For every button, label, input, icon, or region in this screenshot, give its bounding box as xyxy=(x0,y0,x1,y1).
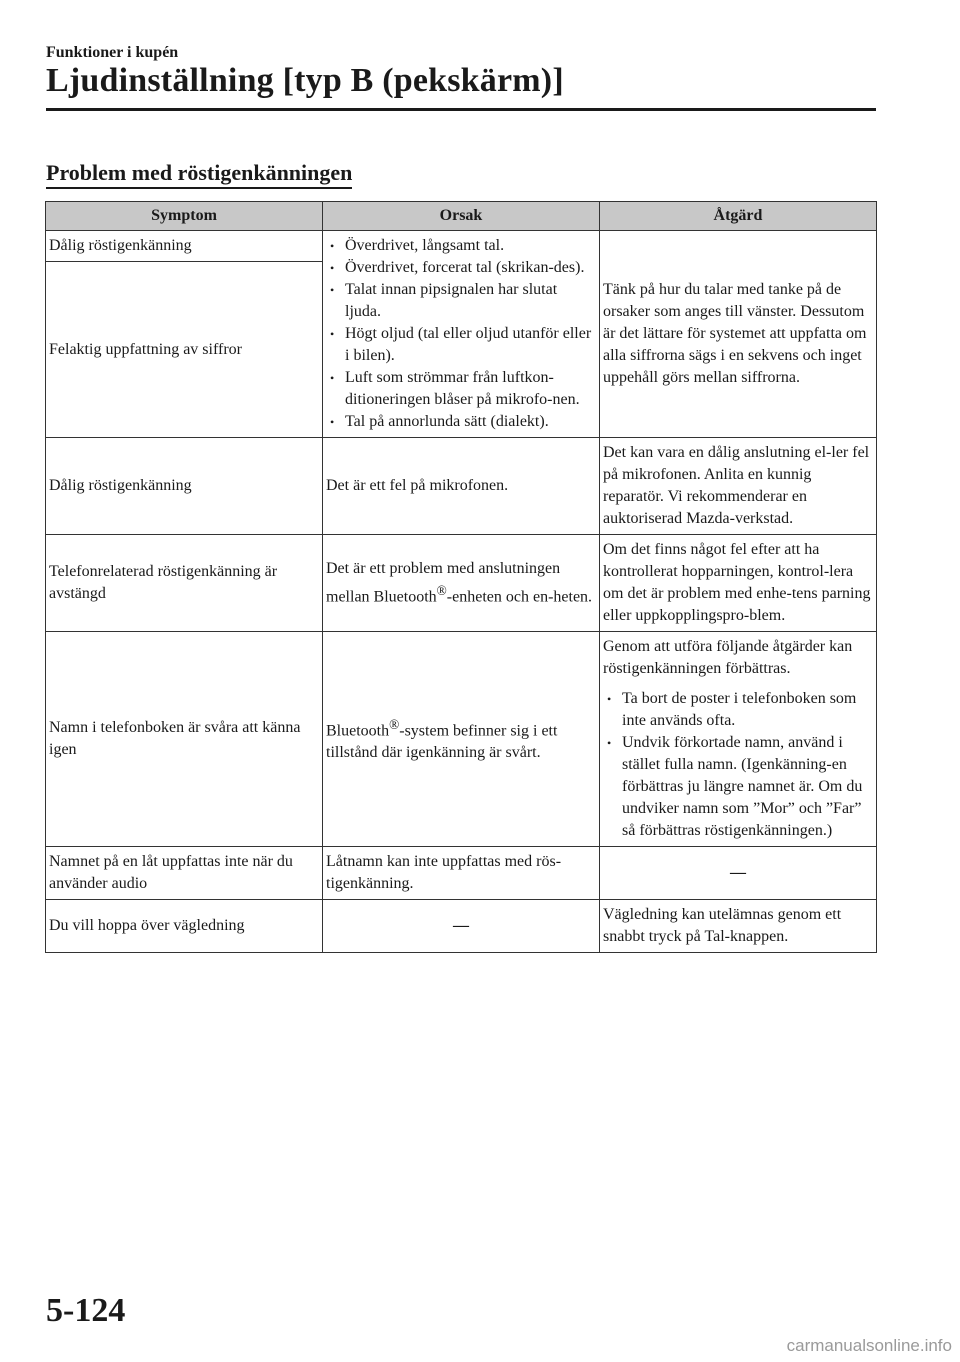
table-row xyxy=(46,535,877,632)
action-cell-dash: — xyxy=(600,847,877,900)
list-item: • Tal på annorlunda sätt (dialekt). xyxy=(326,411,596,433)
list-item: • Överdrivet, långsamt tal. xyxy=(326,235,596,257)
list-item: • Ta bort de poster i telefonboken som inte används ofta. xyxy=(603,688,873,732)
symptom-cell: Dålig röstigenkänning xyxy=(46,231,323,262)
symptom-cell: Dålig röstigenkänning xyxy=(46,438,323,535)
action-cell: Det kan vara en dålig anslutning el-ler fel på mikrofonen. Anlita en kunnig reparatör. Vi rekommenderar en auktoriserad Mazda-verkstad. xyxy=(600,438,877,535)
cause-text: Bluetooth xyxy=(326,722,390,740)
action-list xyxy=(603,688,873,842)
title-divider xyxy=(46,108,876,111)
symptom-cell: Du vill hoppa över vägledning xyxy=(46,900,323,953)
cause-text: -enheten och en-heten. xyxy=(446,588,593,606)
table-row xyxy=(46,438,877,535)
symptom-cell: Felaktig uppfattning av siffror xyxy=(46,262,323,438)
cause-text: Det är ett problem med anslutningen mellan Bluetooth xyxy=(326,559,561,606)
list-item: • Högt oljud (tal eller oljud utanför eller i bilen). xyxy=(326,323,596,367)
cause-cell-dash: — xyxy=(323,900,600,953)
action-cell: Om det finns något fel efter att ha kontrollerat hopparningen, kontrol-lera om det är problem med enhe-tens parning eller uppkopplingspro-blem. xyxy=(600,535,877,632)
action-cell: Vägledning kan utelämnas genom ett snabbt tryck på Tal-knappen. xyxy=(600,900,877,953)
table-row xyxy=(46,632,877,847)
symptom-cell: Namn i telefonboken är svåra att känna igen xyxy=(46,632,323,847)
list-item: • Luft som strömmar från luftkon-ditioneringen blåser på mikrofo-nen. xyxy=(326,367,596,411)
cause-cell: Det är ett fel på mikrofonen. xyxy=(323,438,600,535)
watermark: carmanualsonline.info xyxy=(786,1336,952,1355)
list-item: • Undvik förkortade namn, använd i stället fulla namn. (Igenkänning-en förbättras ju längre namnet är. Om du undviker namn som ”Mor” och ”Far” så förbättras röstigenkänningen.) xyxy=(603,732,873,842)
page-title: Ljudinställning [typ B (pekskärm)] xyxy=(46,62,564,99)
cause-list xyxy=(326,235,596,433)
cause-text: -system befinner sig i ett tillstånd där igenkänning är svårt. xyxy=(326,722,558,762)
column-header-cause: Orsak xyxy=(323,202,600,231)
symptom-cell: Telefonrelaterad röstigenkänning är avstängd xyxy=(46,535,323,632)
registered-mark: ® xyxy=(389,716,400,732)
registered-mark: ® xyxy=(436,582,447,598)
column-header-symptom: Symptom xyxy=(46,202,323,231)
action-intro: Genom att utföra följande åtgärder kan röstigenkänningen förbättras. xyxy=(603,638,853,677)
troubleshooting-table xyxy=(45,201,877,953)
table-row xyxy=(46,847,877,900)
cause-cell: Låtnamn kan inte uppfattas med rös-tigenkänning. xyxy=(323,847,600,900)
symptom-cell: Namnet på en låt uppfattas inte när du använder audio xyxy=(46,847,323,900)
action-cell xyxy=(600,632,877,847)
list-item: • Talat innan pipsignalen har slutat ljuda. xyxy=(326,279,596,323)
cause-cell xyxy=(323,632,600,847)
column-header-action: Åtgärd xyxy=(600,202,877,231)
cause-cell xyxy=(323,535,600,632)
action-cell: Tänk på hur du talar med tanke på de orsaker som anges till vänster. Dessutom är det lättare för systemet att uppfatta om alla siffrorna sägs i en sekvens och inget uppehåll görs mellan siffrorna. xyxy=(600,231,877,438)
page-number: 5-124 xyxy=(46,1292,126,1329)
section-label: Funktioner i kupén xyxy=(46,44,179,61)
table-header-row xyxy=(46,202,877,231)
list-item: • Överdrivet, forcerat tal (skrikan-des). xyxy=(326,257,596,279)
table-row xyxy=(46,231,877,262)
cause-cell xyxy=(323,231,600,438)
section-heading: Problem med röstigenkänningen xyxy=(46,160,352,189)
table-row xyxy=(46,900,877,953)
